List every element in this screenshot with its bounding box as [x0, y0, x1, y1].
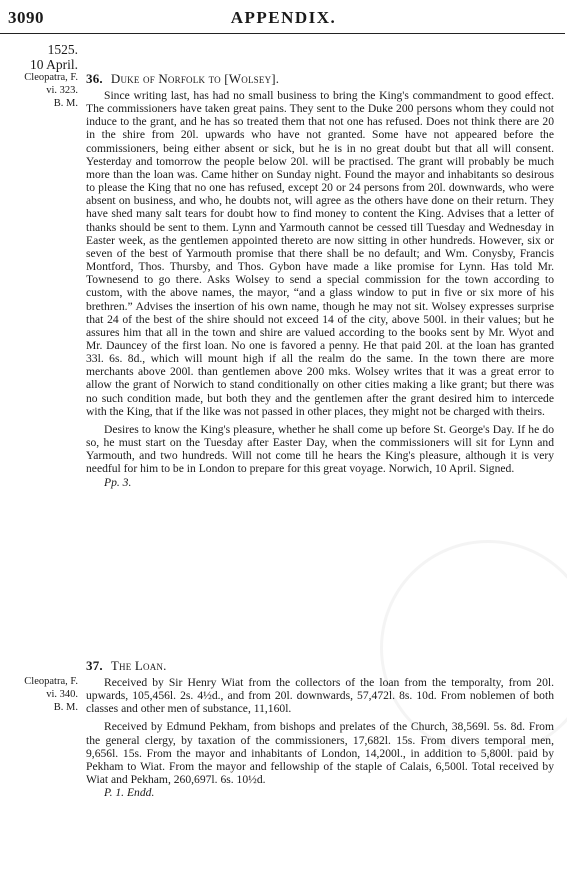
entry-title — [86, 658, 554, 673]
margin-ref-library: B. M. — [53, 97, 78, 109]
entry-paragraph: Desires to know the King's pleasure, whether he shall come up before St. George's Day. If he do so, he must start on the Tuesday after Easter Day, when the commissioners will sit for Lynn and Yarmouth, and two hundreds. Will not come till he hears the King's pleasure, although it is very needful for him to be in London to prepare for this great voyage. Norwich, 10 April. Signed. — [86, 422, 554, 476]
entry-footnote: P. 1. Endd. — [104, 786, 155, 800]
entry-number: 37. — [86, 658, 103, 673]
margin-ref-manuscript: Cleopatra, F. — [24, 72, 78, 83]
entry-37-margin-note — [2, 676, 78, 714]
header-rule — [0, 33, 565, 34]
margin-ref-folio: vi. 340. — [46, 688, 78, 700]
entry-37 — [86, 658, 554, 799]
page-number: 3090 — [8, 8, 44, 27]
entry-footnote: Pp. 3. — [104, 475, 132, 489]
entry-heading: Duke of Norfolk to [Wolsey]. — [110, 71, 280, 86]
entry-paragraph: Since writing last, has had no small business to bring the King's commandment to good effect. The commissioners have taken great pains. They sent to the Duke 200 persons whom they could not induce to the grant, and he has so treated them that not one has refused. Does not think there are 20 in the shire from 20l. upwards who have not granted. Some have not appeared before the commissioners, being either absent or sick, but he is in no great doubt but that all will consent. Yesterday and tomorrow the people below 20l. will be practised. The grant will probably be much more than the loan was. Came hither on Sunday night. Found the mayor and inhabitants so desirous to please the King that no one has refused, except 20 or 24 persons from 20l. downwards, who were absent on business, and who, he doubts not, will agree as the others have done on their return. They have shed many salt tears for doubt how to find money to content the King. Advises that a letter of thanks should be sent to them. Lynn and Yarmouth cannot be cessed till Tuesday and Wednesday in Easter week, as the gentlemen appointed thereto are now sitting in other hundreds. However, six or seven of the best of Yarmouth promise that there shall be no default; and Wm. Conysby, Francis Montford, Thos. Thursby, and Thos. Gybon have made a like promise for Lynn. Has told Mr. Townesend to go there. Asks Wolsey to send a special commission for the town according to custom, with the above names, the mayor, “and a glass window to put in five or six more of his brethren.” Advises the insertion of his own name, though he may not sit. Wolsey expresses surprise that 24 of the best of the shire should not exceed 14 of the city, above 500l. in their values; but he assures him that all in the town and shire are valued according to the books sent by Mr. Wyot and Mr. Dauncey of the first loan. No one is favored a penny. He that paid 20l. at the loan has granted 33l. 6s. 8d., which will mount high if all the realm do the same. In the town there are more merchants above 200l. than gentlemen above 200 mks. Wolsey writes that it was a great error to allow the grant of Norwich to stand conditionally on other cities making a like grant; but there was no such condition made, but both they and the gentlemen after the grant desired him to intercede with the King, that if the like was not passed in other places, they might not be charged with theirs. — [86, 89, 554, 418]
margin-ref-library: B. M. — [53, 701, 78, 713]
margin-ref-manuscript: Cleopatra, F. — [24, 676, 78, 687]
running-head: APPENDIX. — [230, 8, 337, 27]
entry-number: 36. — [86, 71, 103, 86]
entry-36 — [86, 71, 554, 489]
page-header — [6, 4, 561, 32]
entry-paragraph: Received by Sir Henry Wiat from the collectors of the loan from the temporalty, from 20l. upwards, 105,456l. 2s. 4½d., and from 20l. downwards, 57,472l. 8s. 10d. From noblemen of both classes and other men of substance, 11,160l. — [86, 676, 554, 716]
entry-heading: The Loan. — [110, 658, 167, 673]
margin-ref-folio: vi. 323. — [46, 84, 78, 96]
entry-36-margin-note — [2, 42, 78, 110]
margin-date: 10 April. — [29, 57, 78, 72]
entry-paragraph: Received by Edmund Pekham, from bishops and prelates of the Church, 38,569l. 5s. 8d. From the general clergy, by taxation of the commissioners, 17,682l. 15s. From divers temporal men, 9,656l. 15s. From the mayor and inhabitants of London, 14,200l., in addition to 5,800l. paid by Pekham to Wiat. From the mayor and fellowship of the staple of Calais, 6,500l. Total received by Wiat and Pekham, 260,697l. 6s. 10½d. — [86, 720, 554, 787]
entry-title — [86, 71, 554, 86]
margin-year: 1525. — [47, 42, 78, 57]
